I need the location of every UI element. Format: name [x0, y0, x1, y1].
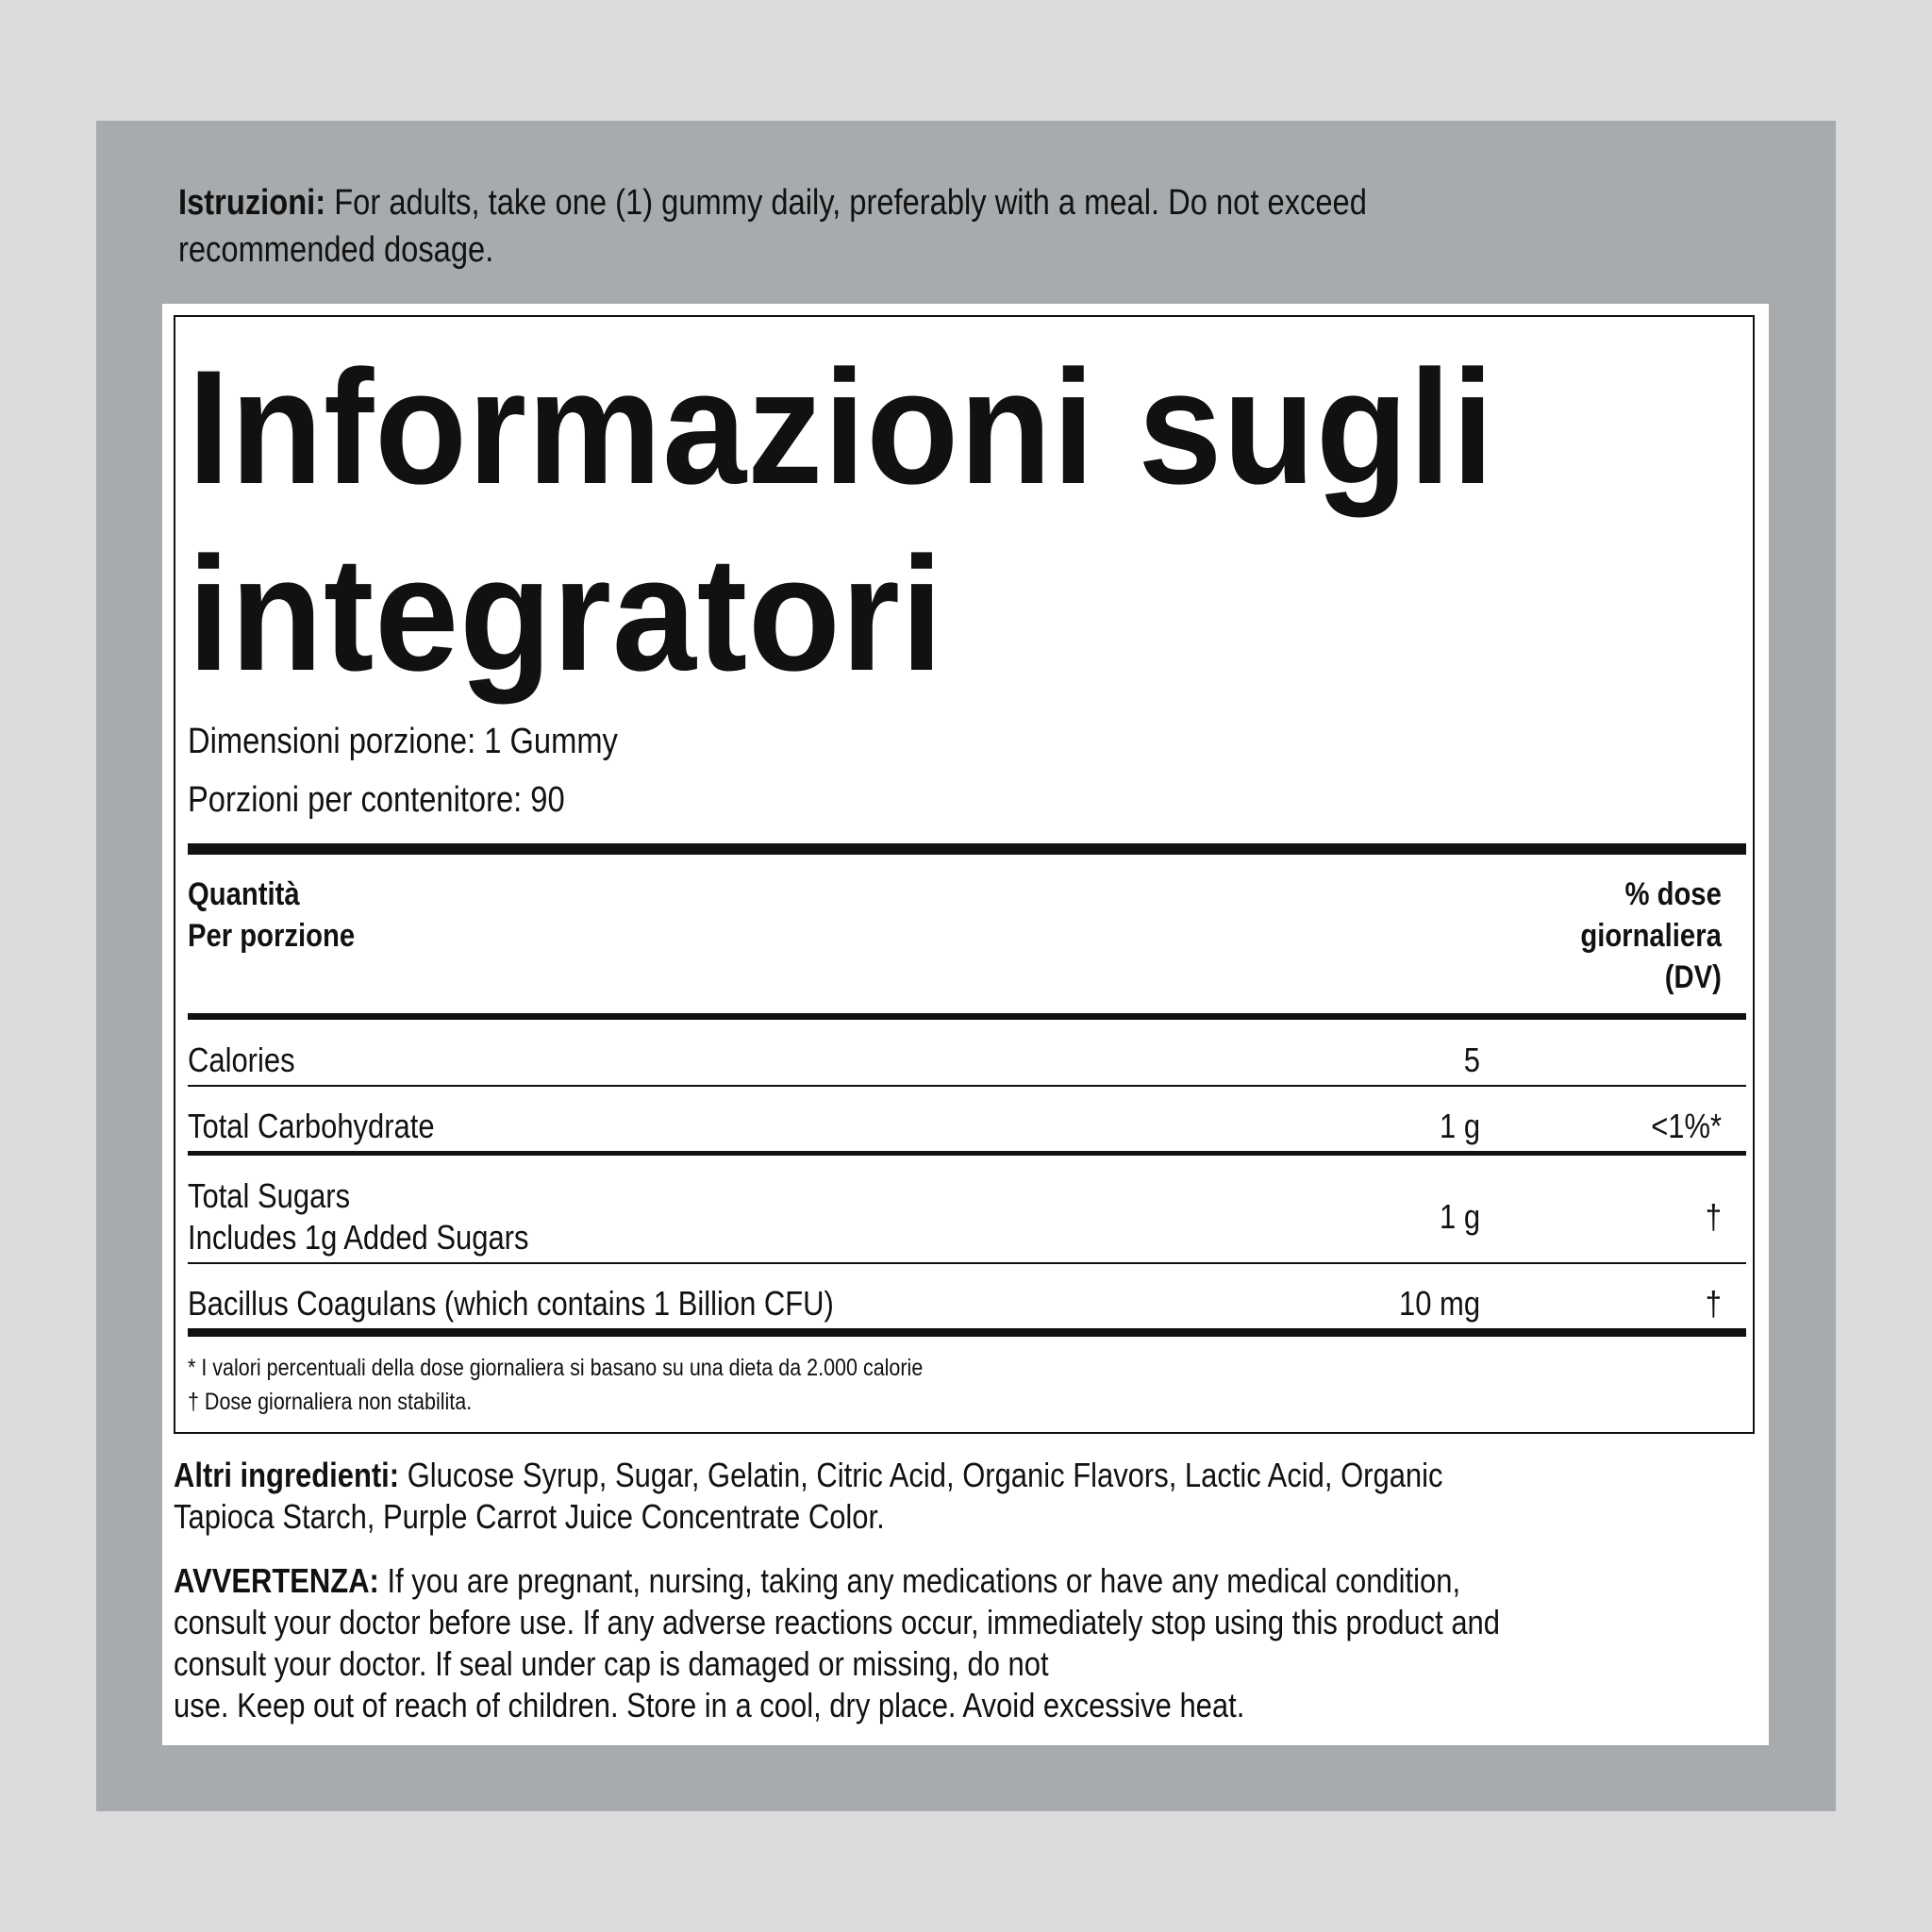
other-ingredients-label: Altri ingredienti: — [174, 1456, 400, 1494]
row-sugars-sub: Includes 1g Added Sugars — [188, 1218, 529, 1257]
facts-title — [188, 334, 1636, 708]
serving-size: Dimensioni porzione: 1 Gummy — [188, 722, 618, 761]
dv-header — [1580, 874, 1722, 998]
amount-header-line1: Quantità — [188, 876, 300, 912]
row-bacillus-name: Bacillus Coagulans (which contains 1 Billion CFU) — [188, 1284, 834, 1323]
row-calories-name: Calories — [188, 1041, 295, 1079]
supplement-facts-box — [174, 315, 1755, 1434]
facts-title-line2: integratori — [188, 524, 944, 705]
thin-rule — [188, 1085, 1746, 1087]
directions-text — [178, 179, 1411, 274]
dv-header-line1: % dose — [1624, 876, 1722, 912]
thin-rule-2 — [188, 1262, 1746, 1264]
row-sugars-dv: † — [1705, 1197, 1722, 1236]
row-carbohydrate-amount: 1 g — [1439, 1107, 1480, 1145]
amount-header-line2: Per porzione — [188, 918, 356, 954]
other-ingredients-text: Glucose Syrup, Sugar, Gelatin, Citric Acid, Organic Flavors, Lactic Acid, Organic Tapioca Starch, Purple Carrot Juice Concentrate Color. — [174, 1456, 1443, 1536]
row-carbohydrate-name: Total Carbohydrate — [188, 1107, 435, 1145]
warning-text-2: use. Keep out of reach of children. Store in a cool, dry place. Avoid excessive heat. — [174, 1686, 1245, 1724]
servings-per-container: Porzioni per contenitore: 90 — [188, 780, 565, 820]
amount-header — [188, 874, 355, 957]
medium-rule-2 — [188, 1151, 1746, 1156]
row-bacillus-amount: 10 mg — [1398, 1284, 1480, 1323]
footnote-daily-value: * I valori percentuali della dose giornaliera si basano su una dieta da 2.000 calorie — [188, 1355, 924, 1381]
directions-label: Istruzioni: — [178, 183, 326, 223]
footnote-not-established: † Dose giornaliera non stabilita. — [188, 1389, 473, 1415]
row-sugars-amount: 1 g — [1439, 1197, 1480, 1236]
row-sugars-name: Total Sugars — [188, 1176, 351, 1215]
warning-text: If you are pregnant, nursing, taking any medications or have any medical condition, consult your doctor before use. If any adverse reactions occur, immediately stop using this product and consult your doctor. If seal under cap is damaged or missing, do not — [174, 1561, 1500, 1683]
warning — [174, 1560, 1521, 1726]
directions-body: For adults, take one (1) gummy daily, preferably with a meal. Do not exceed recommended dosage. — [178, 183, 1367, 270]
dv-header-line2: giornaliera — [1580, 918, 1722, 954]
row-bacillus-dv: † — [1705, 1284, 1722, 1323]
other-ingredients — [174, 1455, 1521, 1538]
thick-rule-top — [188, 843, 1746, 855]
dv-header-line3: (DV) — [1664, 959, 1722, 995]
row-calories-amount: 5 — [1463, 1041, 1480, 1079]
warning-label: AVVERTENZA: — [174, 1561, 379, 1600]
thick-rule-bottom — [188, 1328, 1746, 1337]
row-carbohydrate-dv: <1%* — [1651, 1107, 1722, 1145]
facts-title-line1: Informazioni sugli — [188, 337, 1495, 518]
supplement-label — [162, 304, 1769, 1745]
medium-rule — [188, 1013, 1746, 1020]
